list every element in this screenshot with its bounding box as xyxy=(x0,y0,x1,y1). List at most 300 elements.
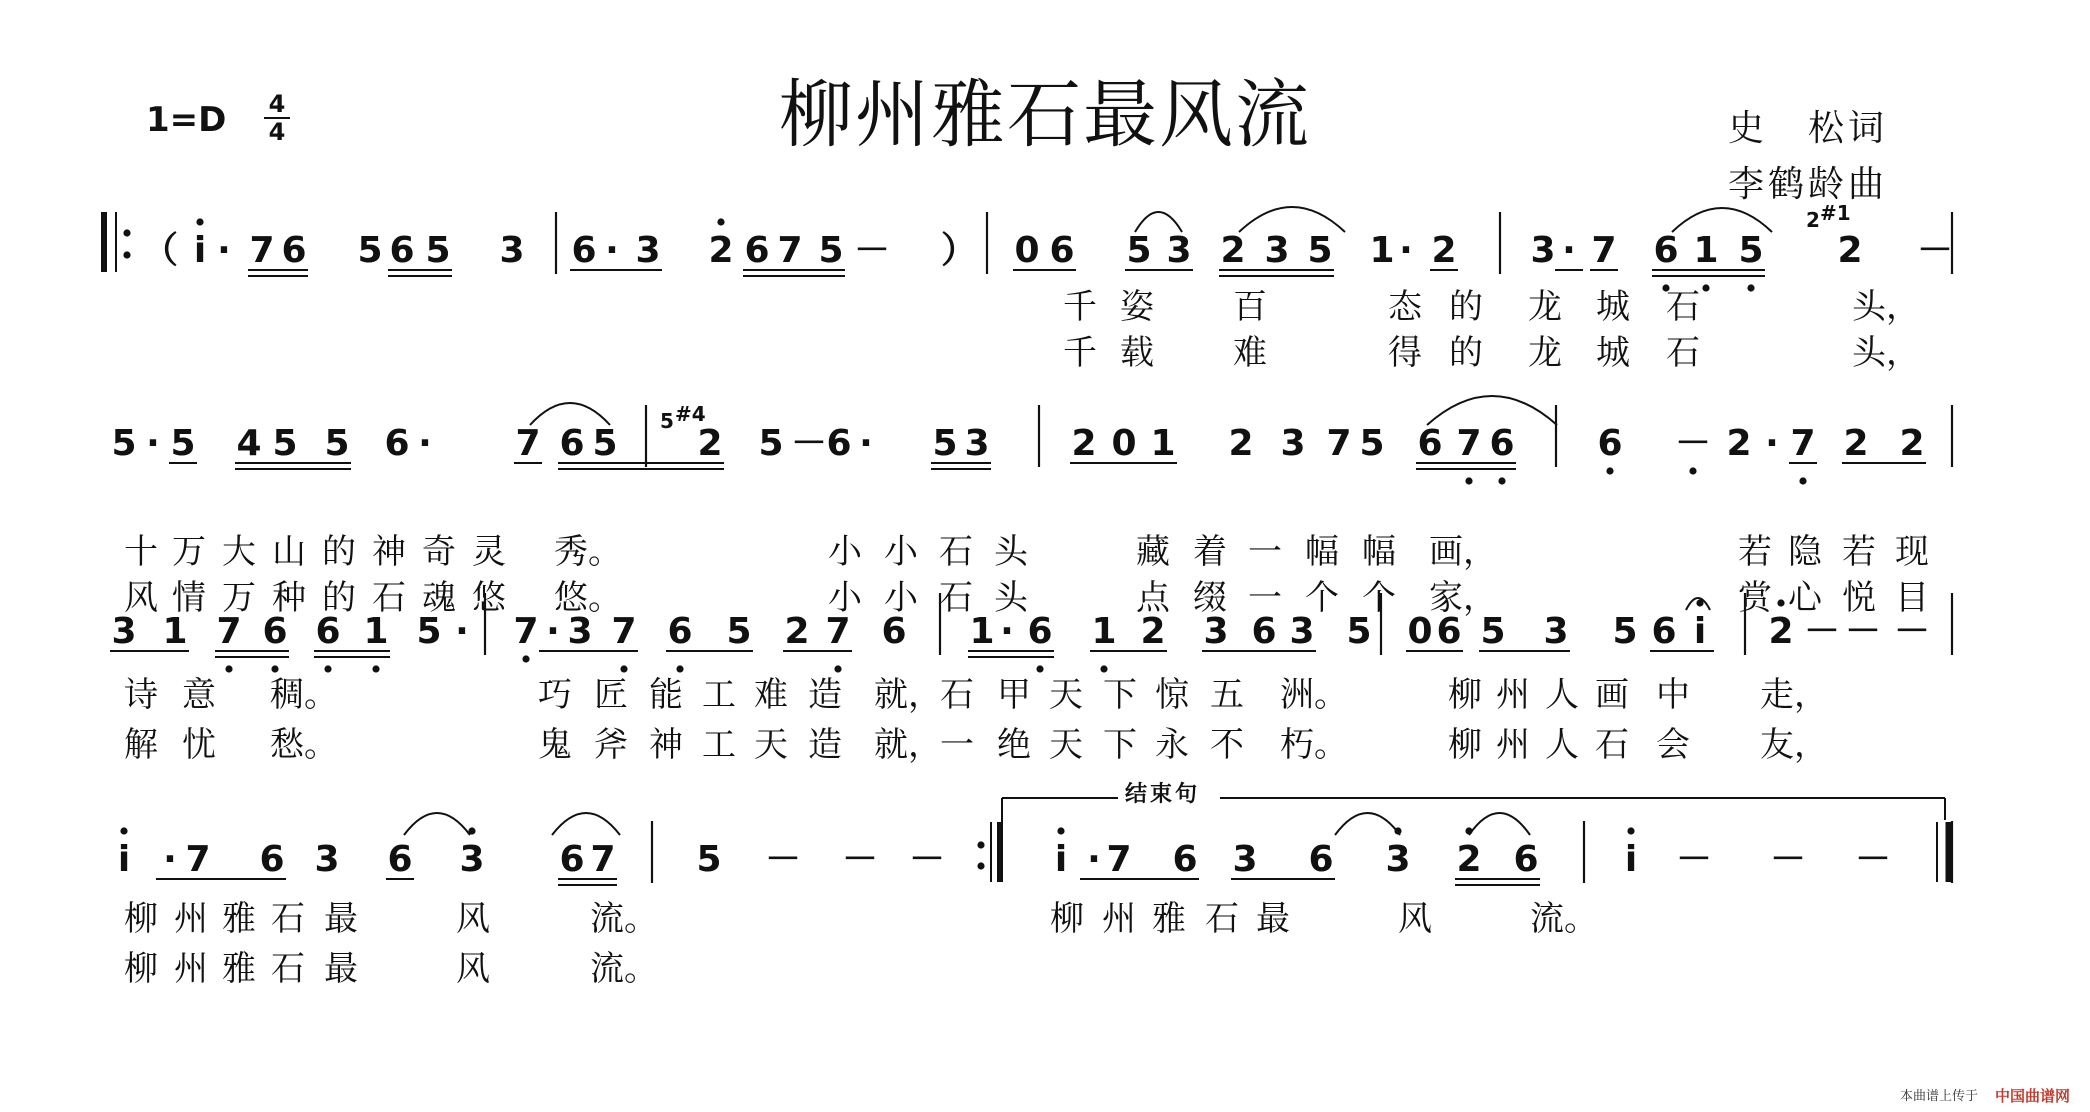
lyric-char: 的 xyxy=(1449,287,1483,327)
octave-dot-high xyxy=(1696,599,1703,606)
jianpu-note: 7 xyxy=(825,611,851,652)
lyric-char: 心 xyxy=(1788,578,1822,618)
jianpu-note: 4 xyxy=(236,423,262,464)
octave-dot-low xyxy=(1100,665,1107,672)
lyric-char: 种 xyxy=(272,578,306,618)
jianpu-note: 5 xyxy=(357,230,383,271)
lyric-char: 幅 xyxy=(1305,532,1339,572)
jianpu-note: － xyxy=(1854,839,1892,880)
lyric-char: 流。 xyxy=(1530,899,1598,939)
jianpu-note: 6 xyxy=(259,839,285,880)
octave-dot-high xyxy=(468,827,475,834)
lyric-char: 一 xyxy=(1248,532,1282,572)
jianpu-note: 6 xyxy=(826,423,852,464)
lyric-char: 若 xyxy=(1738,532,1772,572)
jianpu-note: 3 xyxy=(964,423,990,464)
jianpu-note: 0 xyxy=(1407,611,1433,652)
slur xyxy=(1672,208,1772,232)
octave-dot-low xyxy=(1465,477,1472,484)
jianpu-note: － xyxy=(1769,839,1807,880)
octave-dot-high xyxy=(196,218,203,225)
lyric-char: 缀 xyxy=(1193,578,1227,618)
jianpu-note: 5 xyxy=(726,611,752,652)
jianpu-note: 6 xyxy=(559,839,585,880)
score-title: 柳州雅石最风流 xyxy=(779,72,1311,158)
lyric-char: 若 xyxy=(1842,532,1876,572)
jianpu-note: ） xyxy=(940,230,978,271)
lyric-char: 悠。 xyxy=(554,578,622,618)
octave-dot-high xyxy=(1465,827,1472,834)
lyric-char: 秀。 xyxy=(554,532,622,572)
jianpu-note: 1 xyxy=(1693,230,1719,271)
octave-dot-low xyxy=(1606,467,1613,474)
lyric-char: 画， xyxy=(1429,532,1497,572)
lyric-char: 意 xyxy=(182,675,216,715)
lyric-char: 个 xyxy=(1362,578,1396,618)
grace-note: 5 xyxy=(660,409,674,433)
lyric-char: 山 xyxy=(272,532,306,572)
jianpu-note: 5 xyxy=(932,423,958,464)
lyric-char: 风 xyxy=(124,578,158,618)
jianpu-note: 6 xyxy=(1172,839,1198,880)
octave-dot-low xyxy=(372,665,379,672)
jianpu-note: 2 xyxy=(1220,230,1246,271)
jianpu-note: 5 xyxy=(1346,611,1372,652)
lyric-char: 目 xyxy=(1895,578,1929,618)
lyric-char: 龙 xyxy=(1528,333,1562,373)
jianpu-note: 6 xyxy=(1049,230,1075,271)
jianpu-note: · xyxy=(217,230,231,271)
jianpu-note: 5 xyxy=(1738,230,1764,271)
jianpu-note: － xyxy=(1803,611,1841,652)
lyric-char: 下 xyxy=(1103,725,1137,765)
lyric-char: 绝 xyxy=(997,725,1031,765)
jianpu-note: · xyxy=(455,611,469,652)
jianpu-note: （ xyxy=(141,230,179,271)
jianpu-note: 6 xyxy=(1436,611,1462,652)
octave-dot-low xyxy=(1799,477,1806,484)
lyric-char: 头， xyxy=(1852,287,1920,327)
jianpu-note: 2 xyxy=(784,611,810,652)
jianpu-note: － xyxy=(1844,611,1882,652)
lyric-char: 巧 xyxy=(538,675,572,715)
jianpu-note: 7 xyxy=(513,611,539,652)
watermark xyxy=(1900,1087,2070,1105)
jianpu-note: 6 xyxy=(881,611,907,652)
lyric-char: 就， xyxy=(874,675,942,715)
jianpu-note: · xyxy=(1087,839,1101,880)
jianpu-note: 3 xyxy=(1543,611,1569,652)
jianpu-note: 5 xyxy=(758,423,784,464)
lyric-char: 石 xyxy=(939,578,973,618)
octave-dot-high xyxy=(1627,827,1634,834)
lyric-char: 隐 xyxy=(1788,532,1822,572)
lyric-char: 头 xyxy=(994,578,1028,618)
lyric-char: 龙 xyxy=(1528,287,1562,327)
lyric-char: 姿 xyxy=(1120,287,1154,327)
lyric-char: 稠。 xyxy=(270,675,338,715)
lyric-char: 百 xyxy=(1233,287,1267,327)
jianpu-note: 7 xyxy=(1326,423,1352,464)
lyric-char: 小 xyxy=(884,532,918,572)
lyric-char: 匠 xyxy=(594,675,628,715)
lyric-char: 一 xyxy=(940,725,974,765)
lyric-char: 惊 xyxy=(1155,675,1189,715)
lyric-char: 下 xyxy=(1103,675,1137,715)
lyric-char: 柳 xyxy=(124,949,158,989)
jianpu-note: － xyxy=(908,839,946,880)
lyric-char: 风 xyxy=(456,899,490,939)
jianpu-note: － xyxy=(1893,611,1931,652)
jianpu-note: 6 xyxy=(1417,423,1443,464)
jianpu-note: － xyxy=(1674,423,1712,464)
lyric-char: 石 xyxy=(1205,899,1239,939)
lyric-char: 柳 xyxy=(1448,725,1482,765)
lyric-char: 洲。 xyxy=(1280,675,1348,715)
jianpu-note: i xyxy=(193,230,207,271)
time-signature-bottom: 4 xyxy=(268,118,286,146)
jianpu-note: 3 xyxy=(1530,230,1556,271)
jianpu-note: 6 xyxy=(667,611,693,652)
jianpu-note: 3 xyxy=(1166,230,1192,271)
lyricist-credit: 史 松词 xyxy=(1728,108,1889,149)
jianpu-note: 5 xyxy=(1612,611,1638,652)
jianpu-note: 3 xyxy=(1289,611,1315,652)
lyric-char: 斧 xyxy=(594,725,628,765)
lyric-char: 点 xyxy=(1136,578,1170,618)
lyric-char: 魂 xyxy=(422,578,456,618)
lyric-char: 万 xyxy=(222,578,256,618)
jianpu-note: 5 xyxy=(272,423,298,464)
jianpu-note: 6 xyxy=(262,611,288,652)
slur xyxy=(1427,396,1557,425)
jianpu-note: 3 xyxy=(567,611,593,652)
lyric-char: 一 xyxy=(1248,578,1282,618)
slur xyxy=(1335,813,1400,835)
jianpu-note: 6 xyxy=(571,230,597,271)
lyric-char: 会 xyxy=(1656,725,1690,765)
jianpu-note: 7 xyxy=(1106,839,1132,880)
lyric-char: 州 xyxy=(1102,899,1136,939)
jianpu-note: 5 xyxy=(1126,230,1152,271)
octave-dot-high xyxy=(120,827,127,834)
repeat-dot xyxy=(123,229,130,236)
octave-dot-low xyxy=(620,665,627,672)
lyric-char: 工 xyxy=(702,725,736,765)
jianpu-note: 6 xyxy=(1489,423,1515,464)
jianpu-note: 5 xyxy=(324,423,350,464)
octave-dot-low xyxy=(225,665,232,672)
jianpu-note: 2 xyxy=(1228,423,1254,464)
jianpu-note: 6 xyxy=(315,611,341,652)
jianpu-note: 7 xyxy=(590,839,616,880)
jianpu-note: 7 xyxy=(1790,423,1816,464)
octave-dot-low xyxy=(676,665,683,672)
jianpu-note: 2 xyxy=(708,230,734,271)
octave-dot-low xyxy=(1747,284,1754,291)
lyric-char: 万 xyxy=(172,532,206,572)
octave-dot-low xyxy=(1689,467,1696,474)
lyric-char: 雅 xyxy=(1152,899,1186,939)
grace-note: #1 xyxy=(1820,201,1851,225)
jianpu-note: － xyxy=(841,839,879,880)
jianpu-note: 7 xyxy=(1591,230,1617,271)
ending-label: 结束句 xyxy=(1125,782,1201,807)
lyric-char: 得 xyxy=(1388,333,1422,373)
lyric-char: 着 xyxy=(1193,532,1227,572)
jianpu-note: 1 xyxy=(969,611,995,652)
jianpu-note: · xyxy=(1399,230,1413,271)
lyric-char: 雅 xyxy=(222,899,256,939)
jianpu-note: 3 xyxy=(499,230,525,271)
jianpu-note: 0 xyxy=(1014,230,1040,271)
jianpu-note: 5 xyxy=(425,230,451,271)
jianpu-note: － xyxy=(790,423,828,464)
jianpu-note: i xyxy=(117,839,131,880)
lyric-char: 人 xyxy=(1545,725,1579,765)
lyric-char: 州 xyxy=(174,899,208,939)
slur xyxy=(1239,207,1345,232)
lyric-char: 流。 xyxy=(590,899,658,939)
jianpu-note: 6 xyxy=(281,230,307,271)
lyric-char: 小 xyxy=(828,532,862,572)
jianpu-note: 5 xyxy=(818,230,844,271)
lyric-char: 造 xyxy=(808,675,842,715)
key-signature: 1=D xyxy=(146,100,227,140)
slur xyxy=(1469,813,1530,835)
lyric-char: 不 xyxy=(1210,725,1244,765)
jianpu-note: · xyxy=(1000,611,1014,652)
octave-dot-high xyxy=(1777,599,1784,606)
lyric-char: 千 xyxy=(1063,333,1097,373)
grace-note: 2 xyxy=(1806,208,1820,232)
lyric-char: 五 xyxy=(1210,675,1244,715)
lyric-char: 永 xyxy=(1155,725,1189,765)
jianpu-note: 7 xyxy=(515,423,541,464)
lyric-char: 灵 xyxy=(472,532,506,572)
jianpu-note: 6 xyxy=(559,423,585,464)
octave-dot-high xyxy=(717,218,724,225)
jianpu-note: 6 xyxy=(1027,611,1053,652)
lyric-char: 家， xyxy=(1429,578,1497,618)
jianpu-note: 6 xyxy=(1597,423,1623,464)
jianpu-note: 7 xyxy=(249,230,275,271)
lyric-char: 忧 xyxy=(182,725,216,765)
jianpu-note: 6 xyxy=(387,839,413,880)
jianpu-note: 5 xyxy=(170,423,196,464)
jianpu-note: 2 xyxy=(1843,423,1869,464)
jianpu-note: 3 xyxy=(1264,230,1290,271)
jianpu-note: 5 xyxy=(1480,611,1506,652)
jianpu-note: i xyxy=(1693,611,1707,652)
jianpu-note: 3 xyxy=(1385,839,1411,880)
jianpu-note: 5 xyxy=(1307,230,1333,271)
jianpu-note: 2 xyxy=(1837,230,1863,271)
octave-dot-low xyxy=(324,665,331,672)
lyric-char: 幅 xyxy=(1362,532,1396,572)
slur xyxy=(552,813,620,835)
jianpu-note: · xyxy=(418,423,432,464)
lyric-char: 天 xyxy=(754,725,788,765)
lyric-char: 州 xyxy=(1496,675,1530,715)
lyric-char: 个 xyxy=(1305,578,1339,618)
lyric-char: 石 xyxy=(1595,725,1629,765)
composer-credit: 李鹤龄曲 xyxy=(1728,164,1889,205)
slur xyxy=(404,813,470,835)
lyric-char: 难 xyxy=(754,675,788,715)
lyric-char: 中 xyxy=(1656,675,1690,715)
lyric-char: 石 xyxy=(271,949,305,989)
lyric-char: 解 xyxy=(124,725,158,765)
jianpu-note: 2 xyxy=(1140,611,1166,652)
jianpu-note: 2 xyxy=(1431,230,1457,271)
lyric-char: 小 xyxy=(884,578,918,618)
lyric-char: 赏 xyxy=(1738,578,1772,618)
jianpu-note: · xyxy=(146,423,160,464)
lyric-char: 奇 xyxy=(422,532,456,572)
lyric-char: 甲 xyxy=(997,675,1031,715)
lyric-char: 神 xyxy=(372,532,406,572)
lyric-char: 城 xyxy=(1596,333,1630,373)
octave-dot-high xyxy=(1057,827,1064,834)
jianpu-note: 6 xyxy=(1308,839,1334,880)
repeat-dot xyxy=(977,862,984,869)
lyric-char: 流。 xyxy=(590,949,658,989)
lyric-char: 风 xyxy=(1398,899,1432,939)
lyric-char: 雅 xyxy=(222,949,256,989)
octave-dot-high xyxy=(1394,827,1401,834)
lyric-char: 诗 xyxy=(124,675,158,715)
lyric-char: 神 xyxy=(649,725,683,765)
jianpu-note: － xyxy=(1675,839,1713,880)
jianpu-note: 2 xyxy=(697,423,723,464)
grace-note: #4 xyxy=(675,402,706,426)
jianpu-note: 7 xyxy=(611,611,637,652)
jianpu-note: 2 xyxy=(1768,611,1794,652)
watermark-text: 本曲谱上传于 xyxy=(1900,1089,1979,1104)
lyric-char: 的 xyxy=(322,578,356,618)
lyric-char: 头， xyxy=(1852,333,1920,373)
lyric-char: 石 xyxy=(372,578,406,618)
jianpu-note: 2 xyxy=(1726,423,1752,464)
lyric-char: 小 xyxy=(828,578,862,618)
lyric-char: 朽。 xyxy=(1280,725,1348,765)
jianpu-note: · xyxy=(1765,423,1779,464)
lyric-char: 现 xyxy=(1895,532,1929,572)
jianpu-note: · xyxy=(163,839,177,880)
lyric-char: 石 xyxy=(271,899,305,939)
octave-dot-low xyxy=(1036,665,1043,672)
jianpu-note: 5 xyxy=(111,423,137,464)
jianpu-note: 1 xyxy=(162,611,188,652)
jianpu-note: 6 xyxy=(1251,611,1277,652)
jianpu-note: － xyxy=(764,839,802,880)
jianpu-note: 5 xyxy=(592,423,618,464)
lyric-char: 情 xyxy=(172,578,206,618)
jianpu-note: · xyxy=(546,611,560,652)
lyric-char: 石 xyxy=(1666,333,1700,373)
jianpu-note: 6 xyxy=(1653,230,1679,271)
lyric-char: 大 xyxy=(222,532,256,572)
lyric-char: 石 xyxy=(939,532,973,572)
jianpu-note: 3 xyxy=(635,230,661,271)
jianpu-note: 5 xyxy=(416,611,442,652)
jianpu-note: · xyxy=(859,423,873,464)
jianpu-note: 1 xyxy=(363,611,389,652)
lyric-char: 柳 xyxy=(1448,675,1482,715)
lyric-char: 悦 xyxy=(1842,578,1876,618)
jianpu-note: 7 xyxy=(216,611,242,652)
lyric-char: 人 xyxy=(1545,675,1579,715)
jianpu-note: 7 xyxy=(1456,423,1482,464)
jianpu-note: 3 xyxy=(1203,611,1229,652)
jianpu-note: 2 xyxy=(1071,423,1097,464)
octave-dot-low xyxy=(1498,477,1505,484)
octave-dot-low xyxy=(271,665,278,672)
lyric-char: 天 xyxy=(1049,725,1083,765)
repeat-dot xyxy=(977,841,984,848)
lyric-char: 风 xyxy=(456,949,490,989)
lyric-char: 柳 xyxy=(1050,899,1084,939)
lyric-char: 千 xyxy=(1063,287,1097,327)
lyric-char: 石 xyxy=(1666,287,1700,327)
jianpu-note: 6 xyxy=(1513,839,1539,880)
lyric-char: 州 xyxy=(1496,725,1530,765)
lyric-char: 州 xyxy=(174,949,208,989)
jianpu-note: 3 xyxy=(1280,423,1306,464)
jianpu-note: 3 xyxy=(1232,839,1258,880)
jianpu-note: 1 xyxy=(1150,423,1176,464)
lyric-char: 鬼 xyxy=(538,725,572,765)
jianpu-note: 3 xyxy=(111,611,137,652)
repeat-dot xyxy=(123,251,130,258)
lyric-char: 十 xyxy=(124,532,158,572)
lyric-char: 城 xyxy=(1596,287,1630,327)
lyric-char: 造 xyxy=(808,725,842,765)
lyric-char: 的 xyxy=(1449,333,1483,373)
jianpu-note: － xyxy=(1916,230,1954,271)
jianpu-note: 6 xyxy=(389,230,415,271)
lyric-char: 载 xyxy=(1120,333,1154,373)
jianpu-note: 0 xyxy=(1111,423,1137,464)
lyric-char: 最 xyxy=(324,949,358,989)
lyric-char: 能 xyxy=(649,675,683,715)
lyric-char: 石 xyxy=(940,675,974,715)
lyric-char: 最 xyxy=(1256,899,1290,939)
jianpu-note: 6 xyxy=(1651,611,1677,652)
lyric-char: 走， xyxy=(1760,675,1828,715)
jianpu-note: 1 xyxy=(1091,611,1117,652)
lyric-char: 藏 xyxy=(1136,532,1170,572)
jianpu-note: i xyxy=(1624,839,1638,880)
jianpu-note: 5 xyxy=(1359,423,1385,464)
slur xyxy=(530,403,610,425)
jianpu-note: 6 xyxy=(744,230,770,271)
watermark-site: 中国曲谱网 xyxy=(1995,1087,2071,1105)
octave-dot-low xyxy=(834,665,841,672)
jianpu-note: 2 xyxy=(1899,423,1925,464)
octave-dot-low xyxy=(1702,284,1709,291)
lyric-char: 愁。 xyxy=(270,725,338,765)
jianpu-note: 3 xyxy=(459,839,485,880)
jianpu-note: 1 xyxy=(1369,230,1395,271)
jianpu-note: 6 xyxy=(384,423,410,464)
time-signature-top: 4 xyxy=(268,90,286,118)
jianpu-note: 3 xyxy=(314,839,340,880)
lyric-char: 友， xyxy=(1760,725,1828,765)
lyric-char: 态 xyxy=(1388,287,1422,327)
lyric-char: 难 xyxy=(1233,333,1267,373)
